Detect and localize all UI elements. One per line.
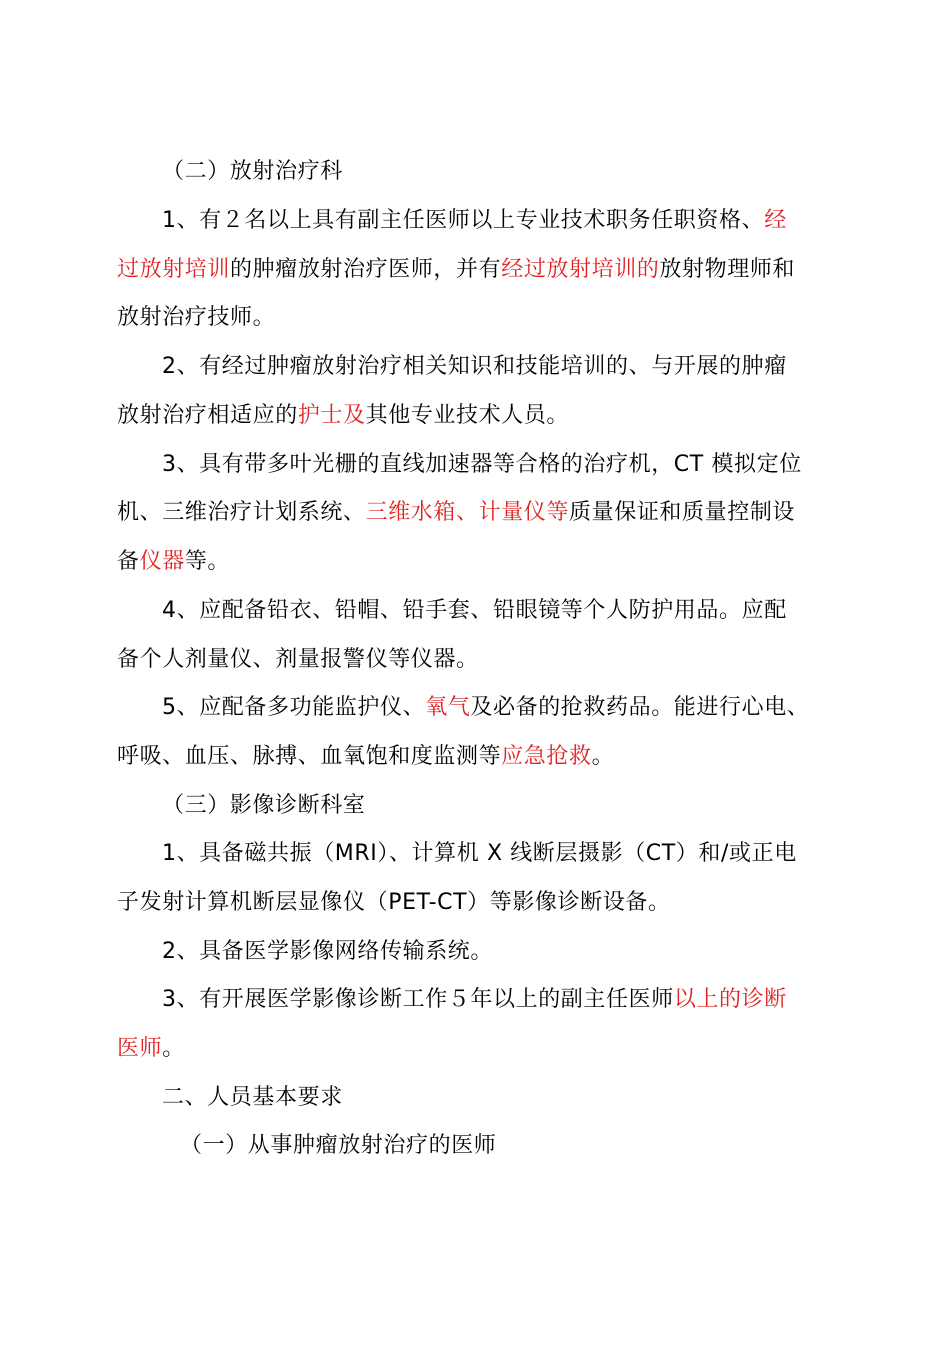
text-run: 放射物理师和 xyxy=(659,257,796,282)
highlighted-text: 医师 xyxy=(117,1036,163,1061)
text-run: 2、具备医学影像网络传输系统。 xyxy=(162,939,493,964)
paragraph-line xyxy=(117,498,795,528)
paragraph-line xyxy=(162,693,809,723)
highlighted-text: 经 xyxy=(764,208,787,233)
text-run: 备 xyxy=(117,549,140,574)
highlighted-text: 以上的诊断 xyxy=(673,987,787,1012)
subsection-heading xyxy=(180,1131,496,1161)
text-run: 5、应配备多功能监护仪、 xyxy=(162,695,426,720)
text-run: 。 xyxy=(591,744,615,769)
text-run: 2、有经过肿瘤放射治疗相关知识和技能培训的、与开展的肿瘤 xyxy=(162,354,787,379)
text-run: 呼吸、血压、脉搏、血氧饱和度监测等 xyxy=(117,744,502,769)
section-heading-imaging xyxy=(162,791,365,821)
paragraph-line xyxy=(117,888,671,918)
heading-text: （一）从事肿瘤放射治疗的医师 xyxy=(180,1133,497,1158)
text-run: 子发射计算机断层显像仪（PET-CT）等影像诊断设备。 xyxy=(117,890,671,915)
heading-text: （二）放射治疗科 xyxy=(162,159,343,184)
heading-text: （三）影像诊断科室 xyxy=(162,793,366,818)
text-run: 及必备的抢救药品。能进行心电、 xyxy=(470,695,810,720)
paragraph-line xyxy=(117,547,230,577)
text-run: 等。 xyxy=(184,549,231,574)
highlighted-text: 应急抢救 xyxy=(501,744,592,769)
highlighted-text: 经过放射培训的 xyxy=(501,257,660,282)
text-run: 备个人剂量仪、剂量报警仪等仪器。 xyxy=(117,647,479,672)
paragraph-line xyxy=(162,596,787,626)
text-run: 其他专业技术人员。 xyxy=(365,403,570,428)
paragraph-line xyxy=(162,839,797,869)
highlighted-text: 过放射培训 xyxy=(117,257,231,282)
paragraph-line xyxy=(162,450,802,480)
highlighted-text: 仪器 xyxy=(139,549,185,574)
text-run: 的肿瘤放射治疗医师，并有 xyxy=(230,257,502,282)
paragraph-line xyxy=(162,937,493,967)
paragraph-line xyxy=(117,742,614,772)
highlighted-text: 三维水箱、计量仪等 xyxy=(365,500,570,525)
highlighted-text: 护士及 xyxy=(297,403,366,428)
paragraph-line xyxy=(162,985,787,1015)
text-run: 放射治疗相适应的 xyxy=(117,403,298,428)
text-run: 。 xyxy=(162,1036,185,1061)
text-run: 3、具有带多叶光栅的直线加速器等合格的治疗机，CT 模拟定位 xyxy=(162,452,802,477)
text-run: 机、三维治疗计划系统、 xyxy=(117,500,366,525)
text-run: 放射治疗技师。 xyxy=(117,305,276,330)
text-run: 3、有开展医学影像诊断工作５年以上的副主任医师 xyxy=(162,987,674,1012)
text-run: 质量保证和质量控制设 xyxy=(569,500,796,525)
text-run: 4、应配备铅衣、铅帽、铅手套、铅眼镜等个人防护用品。应配 xyxy=(162,598,787,623)
paragraph-line xyxy=(162,206,787,236)
paragraph-line xyxy=(162,352,787,382)
section-heading-radiotherapy xyxy=(162,157,343,187)
text-run: 1、有２名以上具有副主任医师以上专业技术职务任职资格、 xyxy=(162,208,765,233)
paragraph-line xyxy=(117,255,795,285)
highlighted-text: 氧气 xyxy=(425,695,471,720)
heading-text: 二、人员基本要求 xyxy=(162,1085,343,1110)
paragraph-line xyxy=(117,303,275,333)
paragraph-line xyxy=(117,1034,185,1064)
text-run: 1、具备磁共振（MRI）、计算机 X 线断层摄影（CT）和/或正电 xyxy=(162,841,797,866)
section-heading-personnel xyxy=(162,1083,343,1113)
paragraph-line xyxy=(117,401,569,431)
paragraph-line xyxy=(117,645,479,675)
